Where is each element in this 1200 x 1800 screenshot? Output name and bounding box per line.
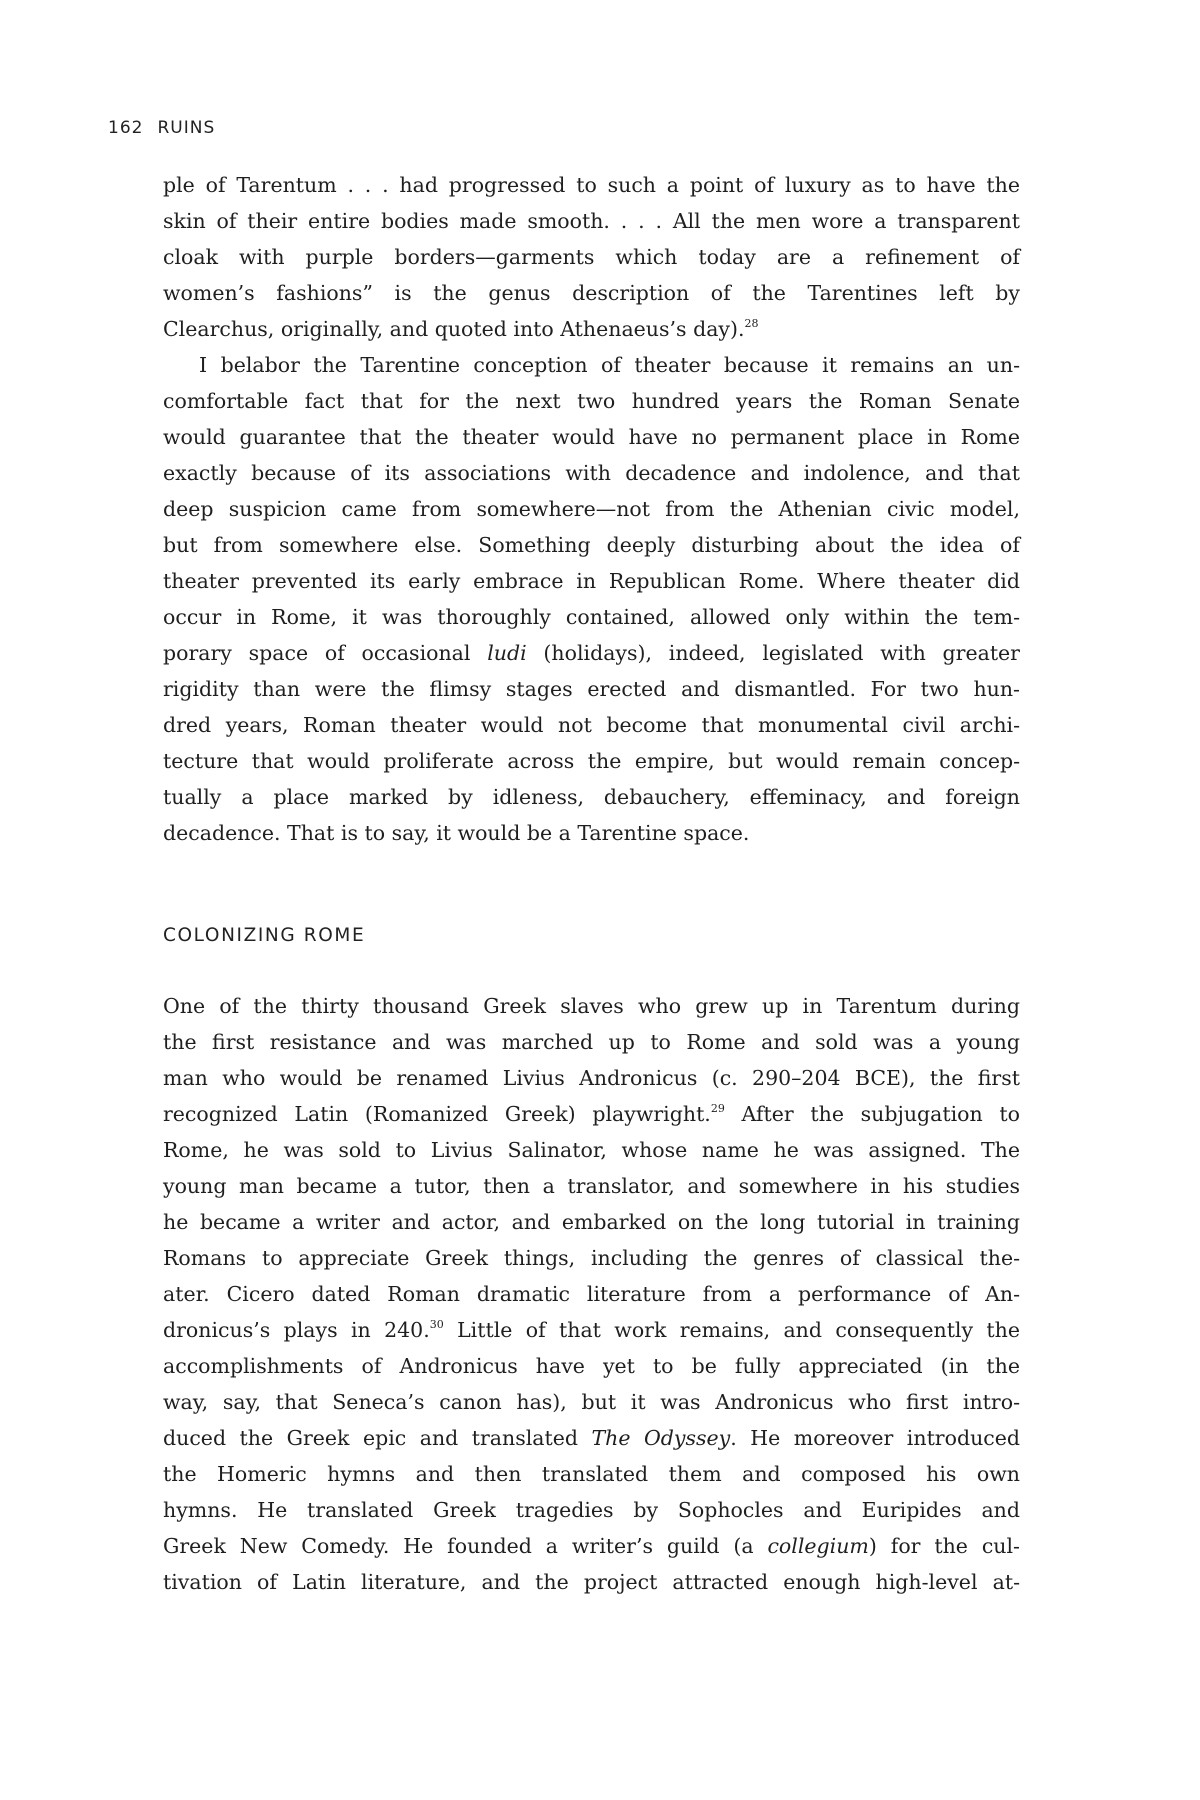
text-line: exactly because of its associations with decadence and indolence, and that [163, 461, 1020, 485]
running-head [108, 118, 215, 138]
text-line: tually a place marked by idleness, debauchery, effeminacy, and foreign [163, 785, 1020, 809]
text-line: the Homeric hymns and then translated them and composed his own [163, 1462, 1020, 1486]
text-line [163, 1528, 1020, 1564]
text-fragment: Little of that work remains, and consequently the [443, 1318, 1020, 1342]
italic-term: ludi [487, 641, 527, 665]
text-line: decadence. That is to say, it would be a Tarentine space. [163, 821, 750, 845]
text-fragment: Clearchus, originally, and quoted into Athenaeus’s day). [163, 317, 745, 341]
text-line: dred years, Roman theater would not become that monumental civil archi- [163, 713, 1020, 737]
text-fragment: recognized Latin (Romanized Greek) playwright. [163, 1102, 711, 1126]
text-line: Romans to appreciate Greek things, including the genres of classical the- [163, 1246, 1020, 1270]
text-line: tecture that would proliferate across the empire, but would remain concep- [163, 749, 1020, 773]
section-heading: COLONIZING ROME [163, 925, 366, 946]
text-line: rigidity than were the flimsy stages erected and dismantled. For two hun- [163, 677, 1020, 701]
text-line: comfortable fact that for the next two hundred years the Roman Senate [163, 389, 1020, 413]
text-line: hymns. He translated Greek tragedies by Sophocles and Euripides and [163, 1498, 1020, 1522]
text-fragment: ) for the cul- [868, 1534, 1020, 1558]
text-line: I belabor the Tarentine conception of theater because it remains an un- [199, 353, 1020, 377]
text-line: but from somewhere else. Something deeply disturbing about the idea of [163, 533, 1020, 557]
footnote-marker-28: 28 [744, 317, 759, 330]
text-line [163, 1312, 1020, 1348]
text-line [163, 1420, 1020, 1456]
text-fragment: Greek New Comedy. He founded a writer’s guild (a [163, 1534, 768, 1558]
text-line: accomplishments of Andronicus have yet to be fully appreciated (in the [163, 1354, 1020, 1378]
footnote-marker-29: 29 [710, 1102, 725, 1115]
text-line: tivation of Latin literature, and the project attracted enough high-level at- [163, 1570, 1020, 1594]
paragraph-1 [163, 167, 1020, 347]
text-line [163, 635, 1020, 671]
text-fragment: porary space of occasional [163, 641, 488, 665]
text-line: Rome, he was sold to Livius Salinator, whose name he was assigned. The [163, 1138, 1020, 1162]
text-line: One of the thirty thousand Greek slaves who grew up in Tarentum during [163, 994, 1020, 1018]
text-line: theater prevented its early embrace in Republican Rome. Where theater did [163, 569, 1020, 593]
text-fragment: (holidays), indeed, legislated with greater [526, 641, 1020, 665]
text-line: would guarantee that the theater would have no permanent place in Rome [163, 425, 1020, 449]
paragraph-3 [163, 988, 1020, 1600]
text-line [163, 311, 1020, 347]
footnote-marker-30: 30 [429, 1318, 444, 1331]
text-fragment: . He moreover introduced [730, 1426, 1021, 1450]
text-fragment: After the subjugation to [724, 1102, 1020, 1126]
text-line: women’s fashions” is the genus description of the Tarentines left by [163, 281, 1020, 305]
italic-term: collegium [767, 1534, 869, 1558]
paragraph-2 [163, 347, 1020, 851]
page-number: 162 [108, 118, 144, 138]
text-line: deep suspicion came from somewhere—not from the Athenian civic model, [163, 497, 1020, 521]
text-line: cloak with purple borders—garments which today are a refinement of [163, 245, 1020, 269]
text-fragment: duced the Greek epic and translated [163, 1426, 592, 1450]
text-line: way, say, that Seneca’s canon has), but it was Andronicus who first intro- [163, 1390, 1020, 1414]
text-line [163, 1096, 1020, 1132]
text-line: occur in Rome, it was thoroughly contained, allowed only within the tem- [163, 605, 1020, 629]
text-line: ater. Cicero dated Roman dramatic literature from a performance of An- [163, 1282, 1020, 1306]
italic-title: The Odyssey [591, 1426, 731, 1450]
text-line: man who would be renamed Livius Andronicus (c. 290–204 BCE), the first [163, 1066, 1020, 1090]
text-line: the first resistance and was marched up to Rome and sold was a young [163, 1030, 1020, 1054]
text-line: he became a writer and actor, and embarked on the long tutorial in training [163, 1210, 1020, 1234]
text-fragment: dronicus’s plays in 240. [163, 1318, 430, 1342]
text-line: young man became a tutor, then a translator, and somewhere in his studies [163, 1174, 1020, 1198]
text-line: skin of their entire bodies made smooth. . . . All the men wore a transparent [163, 209, 1020, 233]
text-line: ple of Tarentum . . . had progressed to such a point of luxury as to have the [163, 173, 1020, 197]
running-title: RUINS [157, 118, 216, 138]
